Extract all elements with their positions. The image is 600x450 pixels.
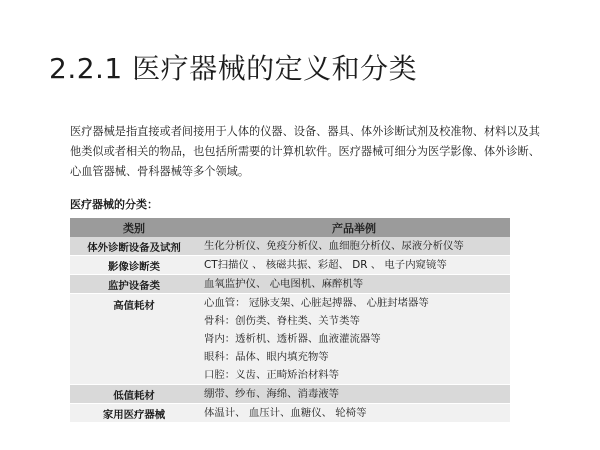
example-line: 心血管： 冠脉支架、心脏起搏器、 心脏封堵器等 (204, 297, 429, 309)
examples-cell (198, 237, 510, 256)
examples-cell (198, 275, 510, 294)
example-line: CT扫描仪 、 核磁共振、彩超、 DR 、 电子内窥镜等 (204, 259, 447, 271)
example-line: 体温计、 血压计、血糖仪、 轮椅等 (204, 407, 367, 419)
examples-cell (198, 256, 510, 275)
table-row (70, 294, 510, 385)
example-line: 血氧监护仪、 心电图机、麻醉机等 (204, 278, 364, 290)
category-cell: 低值耗材 (70, 385, 198, 404)
category-cell: 家用医疗器械 (70, 404, 198, 423)
examples-cell (198, 404, 510, 423)
table-row (70, 385, 510, 404)
table-caption: 医疗器械的分类： (70, 198, 158, 211)
example-line: 绷带、纱布、海绵、消毒液等 (204, 388, 340, 400)
intro-paragraph: 医疗器械是指直接或者间接用于人体的仪器、设备、器具、体外诊断试剂及校准物、材料以及其他类似或者相关的物品，也包括所需要的计算机软件。医疗器械可细分为医学影像、体外诊断、心血管器械、骨科器械等多个领域。 (70, 125, 540, 178)
example-line: 眼科：晶体、眼内填充物等 (204, 351, 329, 363)
table-row (70, 275, 510, 294)
classification-table (70, 218, 510, 422)
examples-cell (198, 294, 510, 385)
example-line: 生化分析仪、免疫分析仪、血细胞分析仪、尿液分析仪等 (204, 240, 464, 252)
table-header-row (70, 218, 510, 237)
category-cell: 监护设备类 (70, 275, 198, 294)
category-cell: 体外诊断设备及试剂 (70, 237, 198, 256)
header-category: 类别 (70, 218, 198, 237)
example-line: 骨科：创伤类、脊柱类、关节类等 (204, 315, 360, 327)
table-row (70, 237, 510, 256)
table-row (70, 404, 510, 423)
header-examples: 产品举例 (198, 218, 510, 237)
example-line: 口腔：义齿、正畸矫治材料等 (204, 369, 340, 381)
examples-cell (198, 385, 510, 404)
example-line: 肾内：透析机、透析器、血液灌流器等 (204, 333, 381, 345)
table-row (70, 256, 510, 275)
category-cell: 高值耗材 (70, 294, 198, 385)
category-cell: 影像诊断类 (70, 256, 198, 275)
page-title: 2.2.1 医疗器械的定义和分类 (49, 52, 418, 85)
